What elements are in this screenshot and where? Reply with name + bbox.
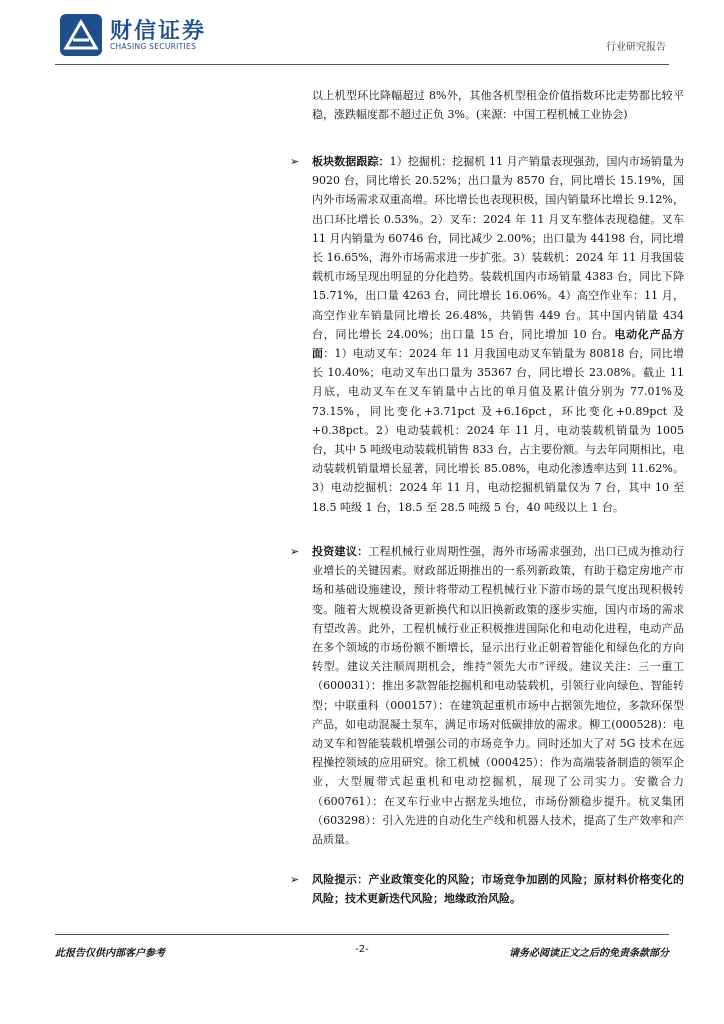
section-text: 1）挖掘机：挖掘机 11 月产销量表现强劲，国内市场销量为 9020 台，同比增长 20.52%；出口量为 8570 台，同比增长 15.19%，国内外市场需求双重高增。环比增长也表现积极，国内销量环比增长 9.12%，出口环比增长 0.53%。2）叉车：2024 年 11 月叉车整体表现稳健。叉车 11 月内销量为 60746 台，同比减少 2.00%；出口量为 44198 台，同比增长 16.65%，海外市场需求进一步扩张。3）装载机：2024 年 11 月我国装载机市场呈现出明显的分化趋势。装载机国内市场销量 4383 台，同比下降 15.71%，出口量 4263 台，同比增长 16.06%。4）高空作业车：11 月，高空作业车销量同比增长 26.48%，共销售 449 台。其中国内销量 434 台，同比增长 24.00%；出口量 15 台，同比增加 10 台。 <box>312 155 684 341</box>
section-body <box>312 870 684 908</box>
section-risk-warning <box>290 870 684 908</box>
lead-paragraph: 以上机型环比降幅超过 8%外，其他各机型租金价值指数环比走势都比较平稳，涨跌幅度都不超过正负 3%。(来源：中国工程机械工业协会) <box>312 89 684 122</box>
footer-divider <box>55 934 669 935</box>
section-title: 板块数据跟踪： <box>312 155 390 168</box>
section-subtitle: 电动化产品方面 <box>312 327 685 361</box>
section-title: 风险提示： <box>312 873 369 886</box>
section-data-tracking <box>290 152 684 517</box>
footer-disclaimer-right: 请务必阅读正文之后的免责条款部分 <box>509 948 669 959</box>
company-logo-icon <box>60 14 102 56</box>
section-title: 投资建议： <box>312 545 369 558</box>
section-text: 工程机械行业周期性强，海外市场需求强劲，出口已成为推动行业增长的关键因素。财政部近期推出的一系列新政策，有助于稳定房地产市场和基础设施建设，预计将带动工程机械行业下游市场的景气度出现积极转变。随着大规模设备更新换代和以旧换新政策的逐步实施，国内市场的需求有望改善。此外，工程机械行业正积极推进国际化和电动化进程，电动产品在多个领域的市场份额不断增长，显示出行业正朝着智能化和绿色化的方向转型。建议关注顺周期机会，维持“领先大市”评级。建议关注：三一重工（600031）：推出多款智能挖掘机和电动装载机，引领行业向绿色、智能转型；中联重科（000157）：在建筑起重机市场中占据领先地位，多款环保型产品，如电动混凝土泵车，满足市场对低碳排放的需求。柳工(000528)：电动叉车和智能装载机增强公司的市场竞争力。同时还加大了对 5G 技术在远程操控领域的应用研究。徐工机械（000425）：作为高端装备制造的领军企业，大型履带式起重机和电动挖掘机，展现了公司实力。安徽合力（600761）：在叉车行业中占据龙头地位，市场份额稳步提升。杭叉集团（603298）：引入先进的自动化生产线和机器人技术，提高了生产效率和产品质量。 <box>312 545 684 847</box>
bullet-arrow-icon: ➢ <box>290 155 300 168</box>
report-type-label: 行业研究报告 <box>606 42 666 53</box>
section-body <box>312 152 684 517</box>
footer-disclaimer-left: 此报告仅供内部客户参考 <box>55 948 165 959</box>
logo-english-name: CHASING SECURITIES <box>110 42 197 51</box>
section-text: 产业政策变化的风险；市场竞争加剧的风险；原材料价格变化的风险；技术更新迭代风险；地缘政治风险。 <box>312 873 684 906</box>
bullet-arrow-icon: ➢ <box>290 545 300 558</box>
section-investment-advice <box>290 542 684 849</box>
page-header <box>0 0 724 70</box>
section-text-2: ：1）电动叉车：2024 年 11 月我国电动叉车销量为 80818 台，同比增长 10.40%；电动叉车出口量为 35367 台，同比增长 23.08%。截止 11 月底，电动叉车在叉车销量中占比的单月值及累计值分别为 77.01%及 73.15%，同比变化+3.71pct 及+6.16pct，环比变化+0.89pct 及+0.38pct。2）电动装载机：2024 年 11 月，电动装载机销量为 1005 台，其中 5 吨级电动装载机销售 833 台，占主要份额。与去年同期相比，电动装载机销量增长显著，同比增长 85.08%，电动化渗透率达到 11.62%。3）电动挖掘机：2024 年 11 月，电动挖掘机销量仅为 7 台，其中 10 至 18.5 吨级 1 台，18.5 至 28.5 吨级 5 台，40 吨级以上 1 台。 <box>312 347 685 514</box>
header-divider <box>55 64 669 65</box>
page-number: -2- <box>355 944 369 955</box>
section-body <box>312 542 684 849</box>
bullet-arrow-icon: ➢ <box>290 873 300 886</box>
logo-chinese-name: 财信证券 <box>110 19 207 44</box>
